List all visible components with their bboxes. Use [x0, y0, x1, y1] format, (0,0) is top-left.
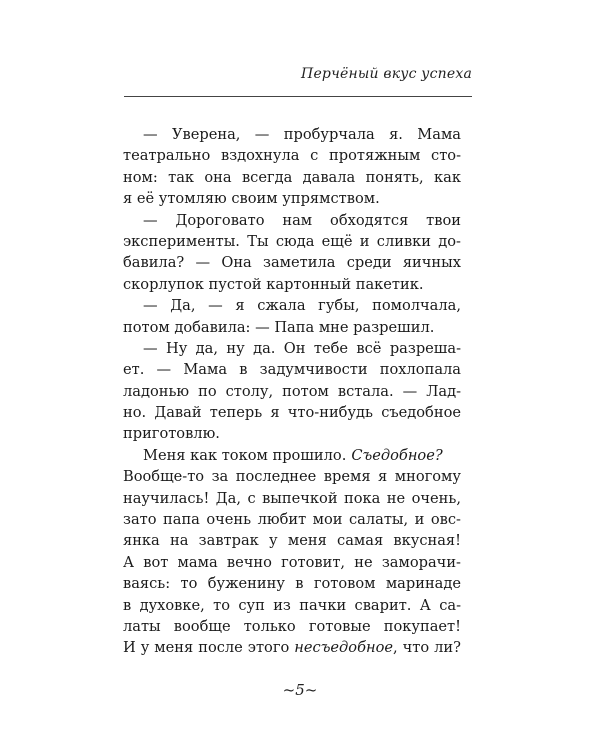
text-segment: я её утомляю своим упрямством.: [123, 190, 380, 208]
text-line: [123, 252, 461, 273]
page-number: ~5~: [282, 681, 318, 699]
text-segment: зато папа очень любит мои салаты, и овс-: [123, 511, 461, 529]
text-line: [123, 402, 461, 423]
body-text: [123, 124, 461, 659]
italic-word: несъедобное: [294, 639, 394, 657]
text-segment: ет. — Мама в задумчивости похлопала: [123, 361, 461, 379]
text-segment: театрально вздохнула с протяжным сто-: [123, 147, 461, 165]
text-line: [123, 445, 461, 466]
text-line: [123, 381, 461, 402]
text-segment: Вообще-то за последнее время я многому: [123, 468, 461, 486]
text-line: [123, 466, 461, 487]
text-line: [123, 423, 461, 444]
text-segment: И у меня после этого: [123, 639, 295, 657]
text-line: [123, 167, 461, 188]
text-line: [123, 488, 461, 509]
text-line: [123, 509, 461, 530]
text-segment: приготовлю.: [123, 425, 220, 443]
text-segment: — Дороговато нам обходятся твои: [143, 211, 461, 229]
text-segment: ладонью по столу, потом встала. — Лад-: [123, 382, 461, 400]
text-segment: скорлупок пустой картонный пакетик.: [123, 275, 424, 293]
text-line: [123, 338, 461, 359]
running-head-title: Перчёный вкус успеха: [301, 66, 472, 82]
header-rule: [124, 96, 472, 97]
text-segment: янка на завтрак у меня самая вкусная!: [123, 532, 461, 550]
text-segment: , что ли?: [393, 639, 461, 657]
text-segment: потом добавила: — Папа мне разрешил.: [123, 318, 435, 336]
text-segment: научилась! Да, с выпечкой пока не очень,: [123, 489, 461, 507]
text-line: [123, 188, 461, 209]
text-line: [123, 124, 461, 145]
text-segment: бавила? — Она заметила среди яичных: [123, 254, 461, 272]
text-line: [123, 210, 461, 231]
text-line: [123, 231, 461, 252]
text-segment: латы вообще только готовые покупает!: [123, 617, 461, 635]
text-segment: в духовке, то суп из пачки сварит. А са-: [123, 596, 461, 614]
text-line: [123, 530, 461, 551]
text-segment: — Ну да, ну да. Он тебе всё разреша-: [143, 339, 461, 357]
text-line: [123, 145, 461, 166]
text-segment: но. Давай теперь я что-нибудь съедобное: [123, 404, 461, 422]
text-line: [123, 573, 461, 594]
text-line: [123, 274, 461, 295]
text-line: [123, 317, 461, 338]
italic-word: Съедобное?: [351, 446, 443, 464]
text-line: [123, 359, 461, 380]
text-segment: Меня как током прошило.: [143, 446, 347, 464]
text-segment: — Да, — я сжала губы, помолчала,: [143, 297, 461, 315]
text-segment: ваясь: то буженину в готовом маринаде: [123, 575, 461, 593]
text-segment: А вот мама вечно готовит, не заморачи-: [123, 553, 461, 571]
text-line: [123, 295, 461, 316]
text-segment: эксперименты. Ты сюда ещё и сливки до-: [123, 232, 461, 250]
text-line: [123, 616, 461, 637]
text-line: [123, 595, 461, 616]
text-line: [123, 637, 461, 658]
text-line: [123, 552, 461, 573]
text-segment: ном: так она всегда давала понять, как: [123, 168, 461, 186]
text-segment: — Уверена, — пробурчала я. Мама: [143, 126, 461, 143]
